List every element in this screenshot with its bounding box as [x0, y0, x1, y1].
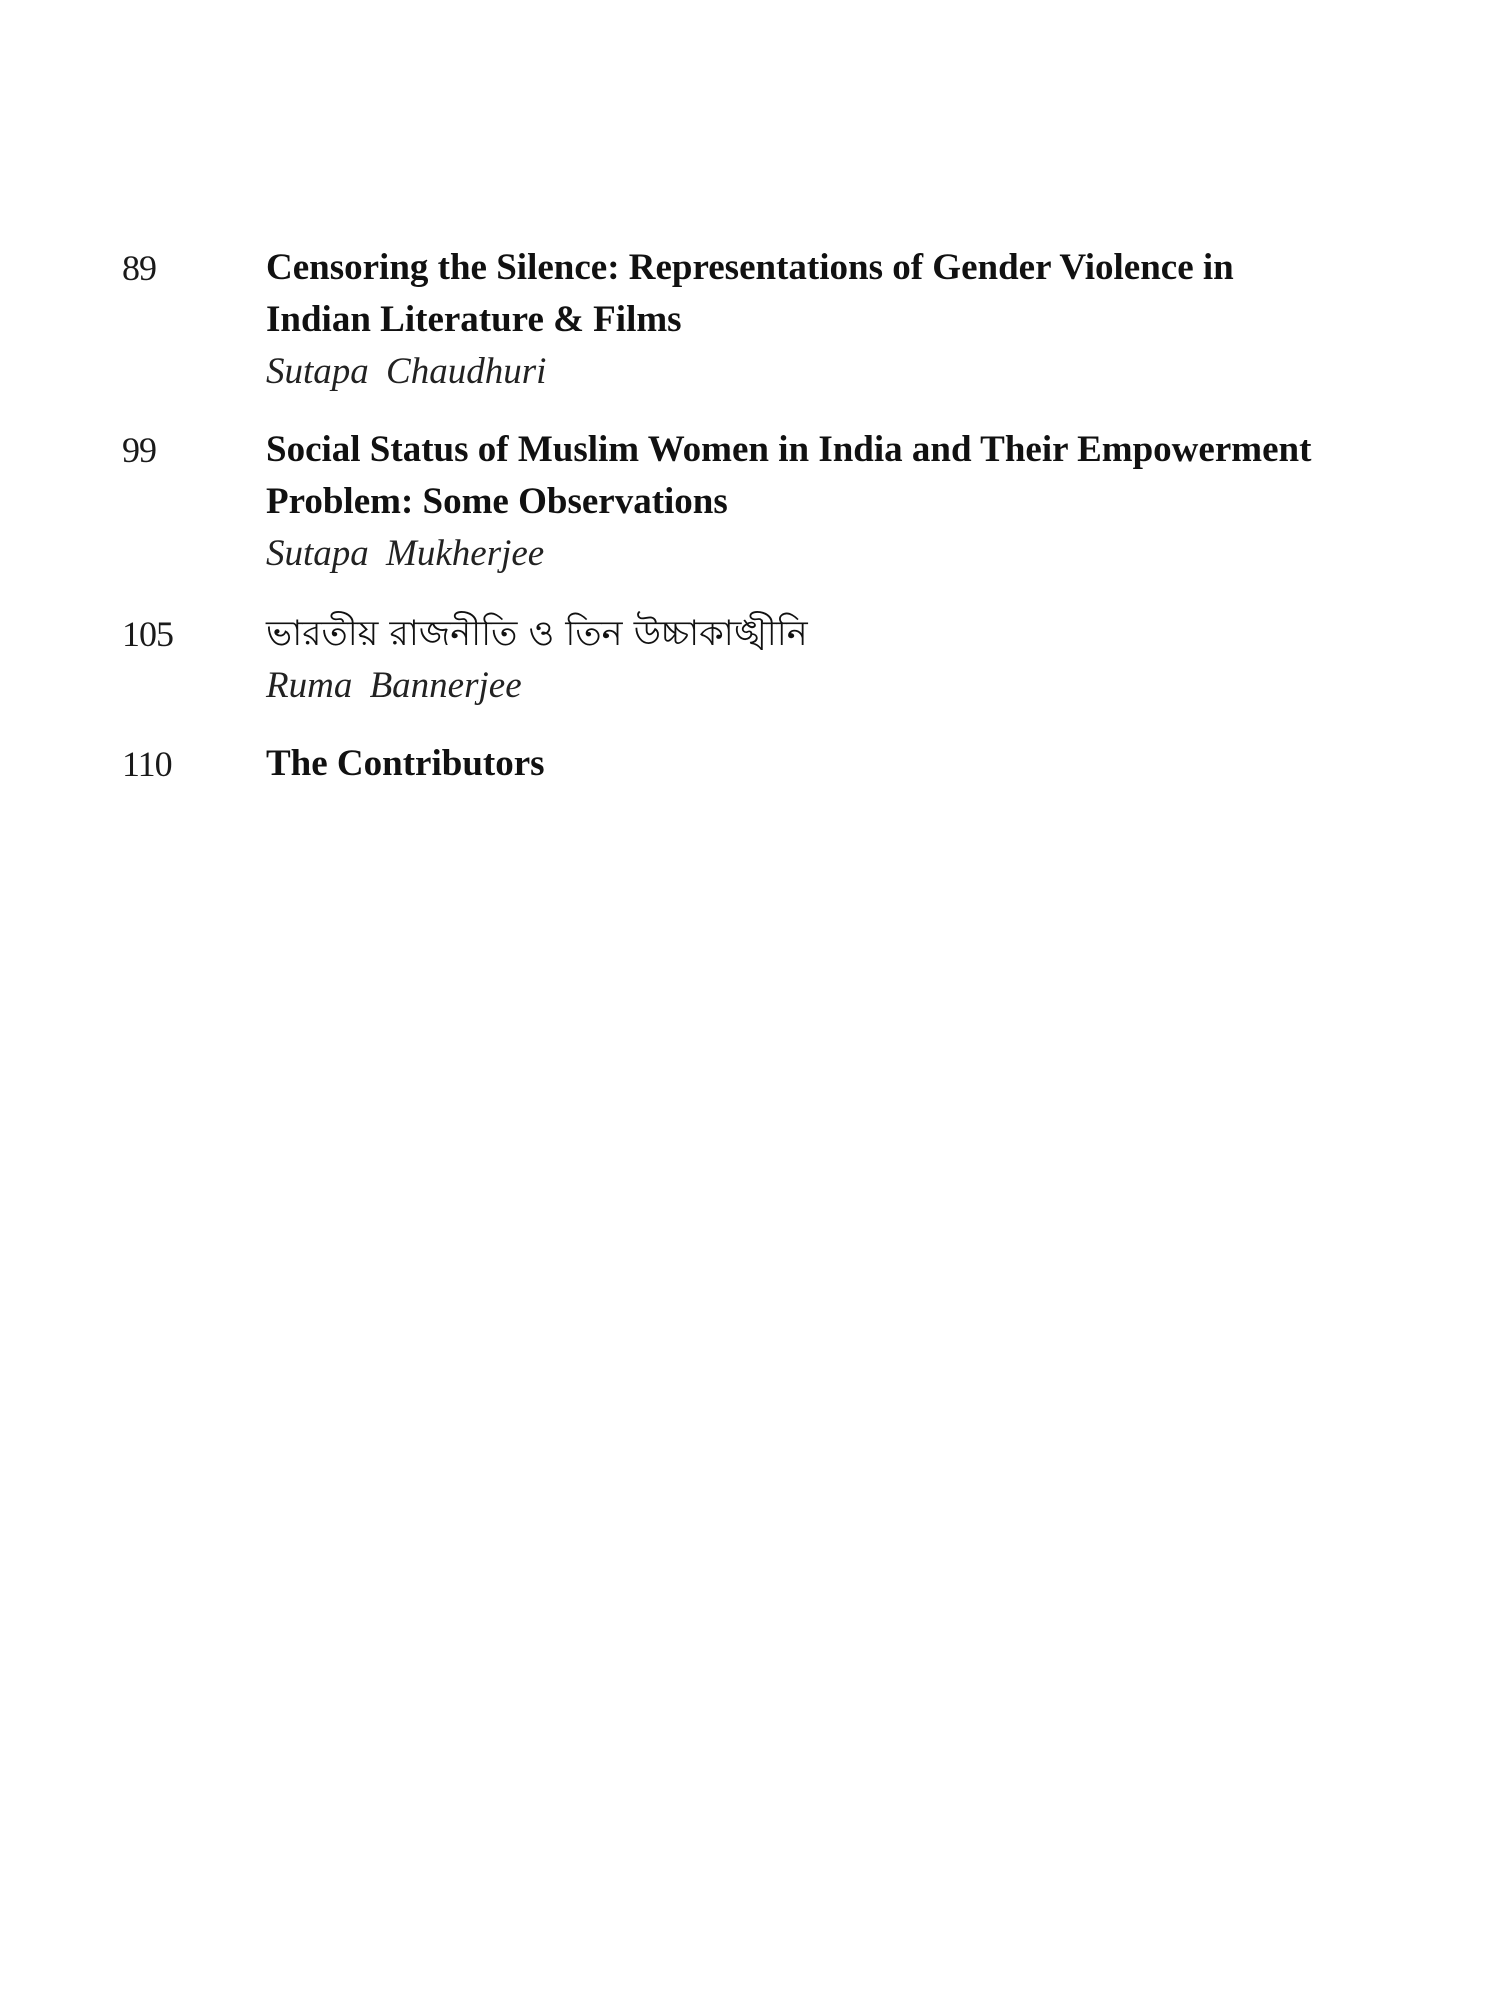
entry-body	[266, 738, 1406, 790]
chapter-title-line: Social Status of Muslim Women in India and Their Empowerment	[266, 429, 1312, 470]
page-number: 89	[122, 248, 156, 288]
page-number: 105	[122, 614, 173, 654]
entry-body	[266, 242, 1406, 398]
chapter-author: Sutapa Mukherjee	[266, 533, 545, 574]
chapter-title-line: The Contributors	[266, 743, 545, 784]
entry-body	[266, 608, 1406, 712]
chapter-title-line: ভারতীয় রাজনীতি ও তিন উচ্চাকাঙ্খীনি	[266, 614, 808, 654]
chapter-title	[266, 242, 1406, 346]
chapter-title	[266, 738, 1406, 790]
entry-body	[266, 424, 1406, 580]
chapter-title-line: Problem: Some Observations	[266, 481, 728, 522]
chapter-author: Sutapa Chaudhuri	[266, 351, 547, 392]
page-number: 99	[122, 430, 156, 470]
chapter-title-line: Indian Literature & Films	[266, 299, 682, 340]
page-number: 110	[122, 744, 172, 784]
chapter-title	[266, 424, 1406, 528]
chapter-author: Ruma Bannerjee	[266, 665, 522, 706]
chapter-title-line: Censoring the Silence: Representations of Gender Violence in	[266, 247, 1234, 288]
chapter-title	[266, 608, 1406, 660]
